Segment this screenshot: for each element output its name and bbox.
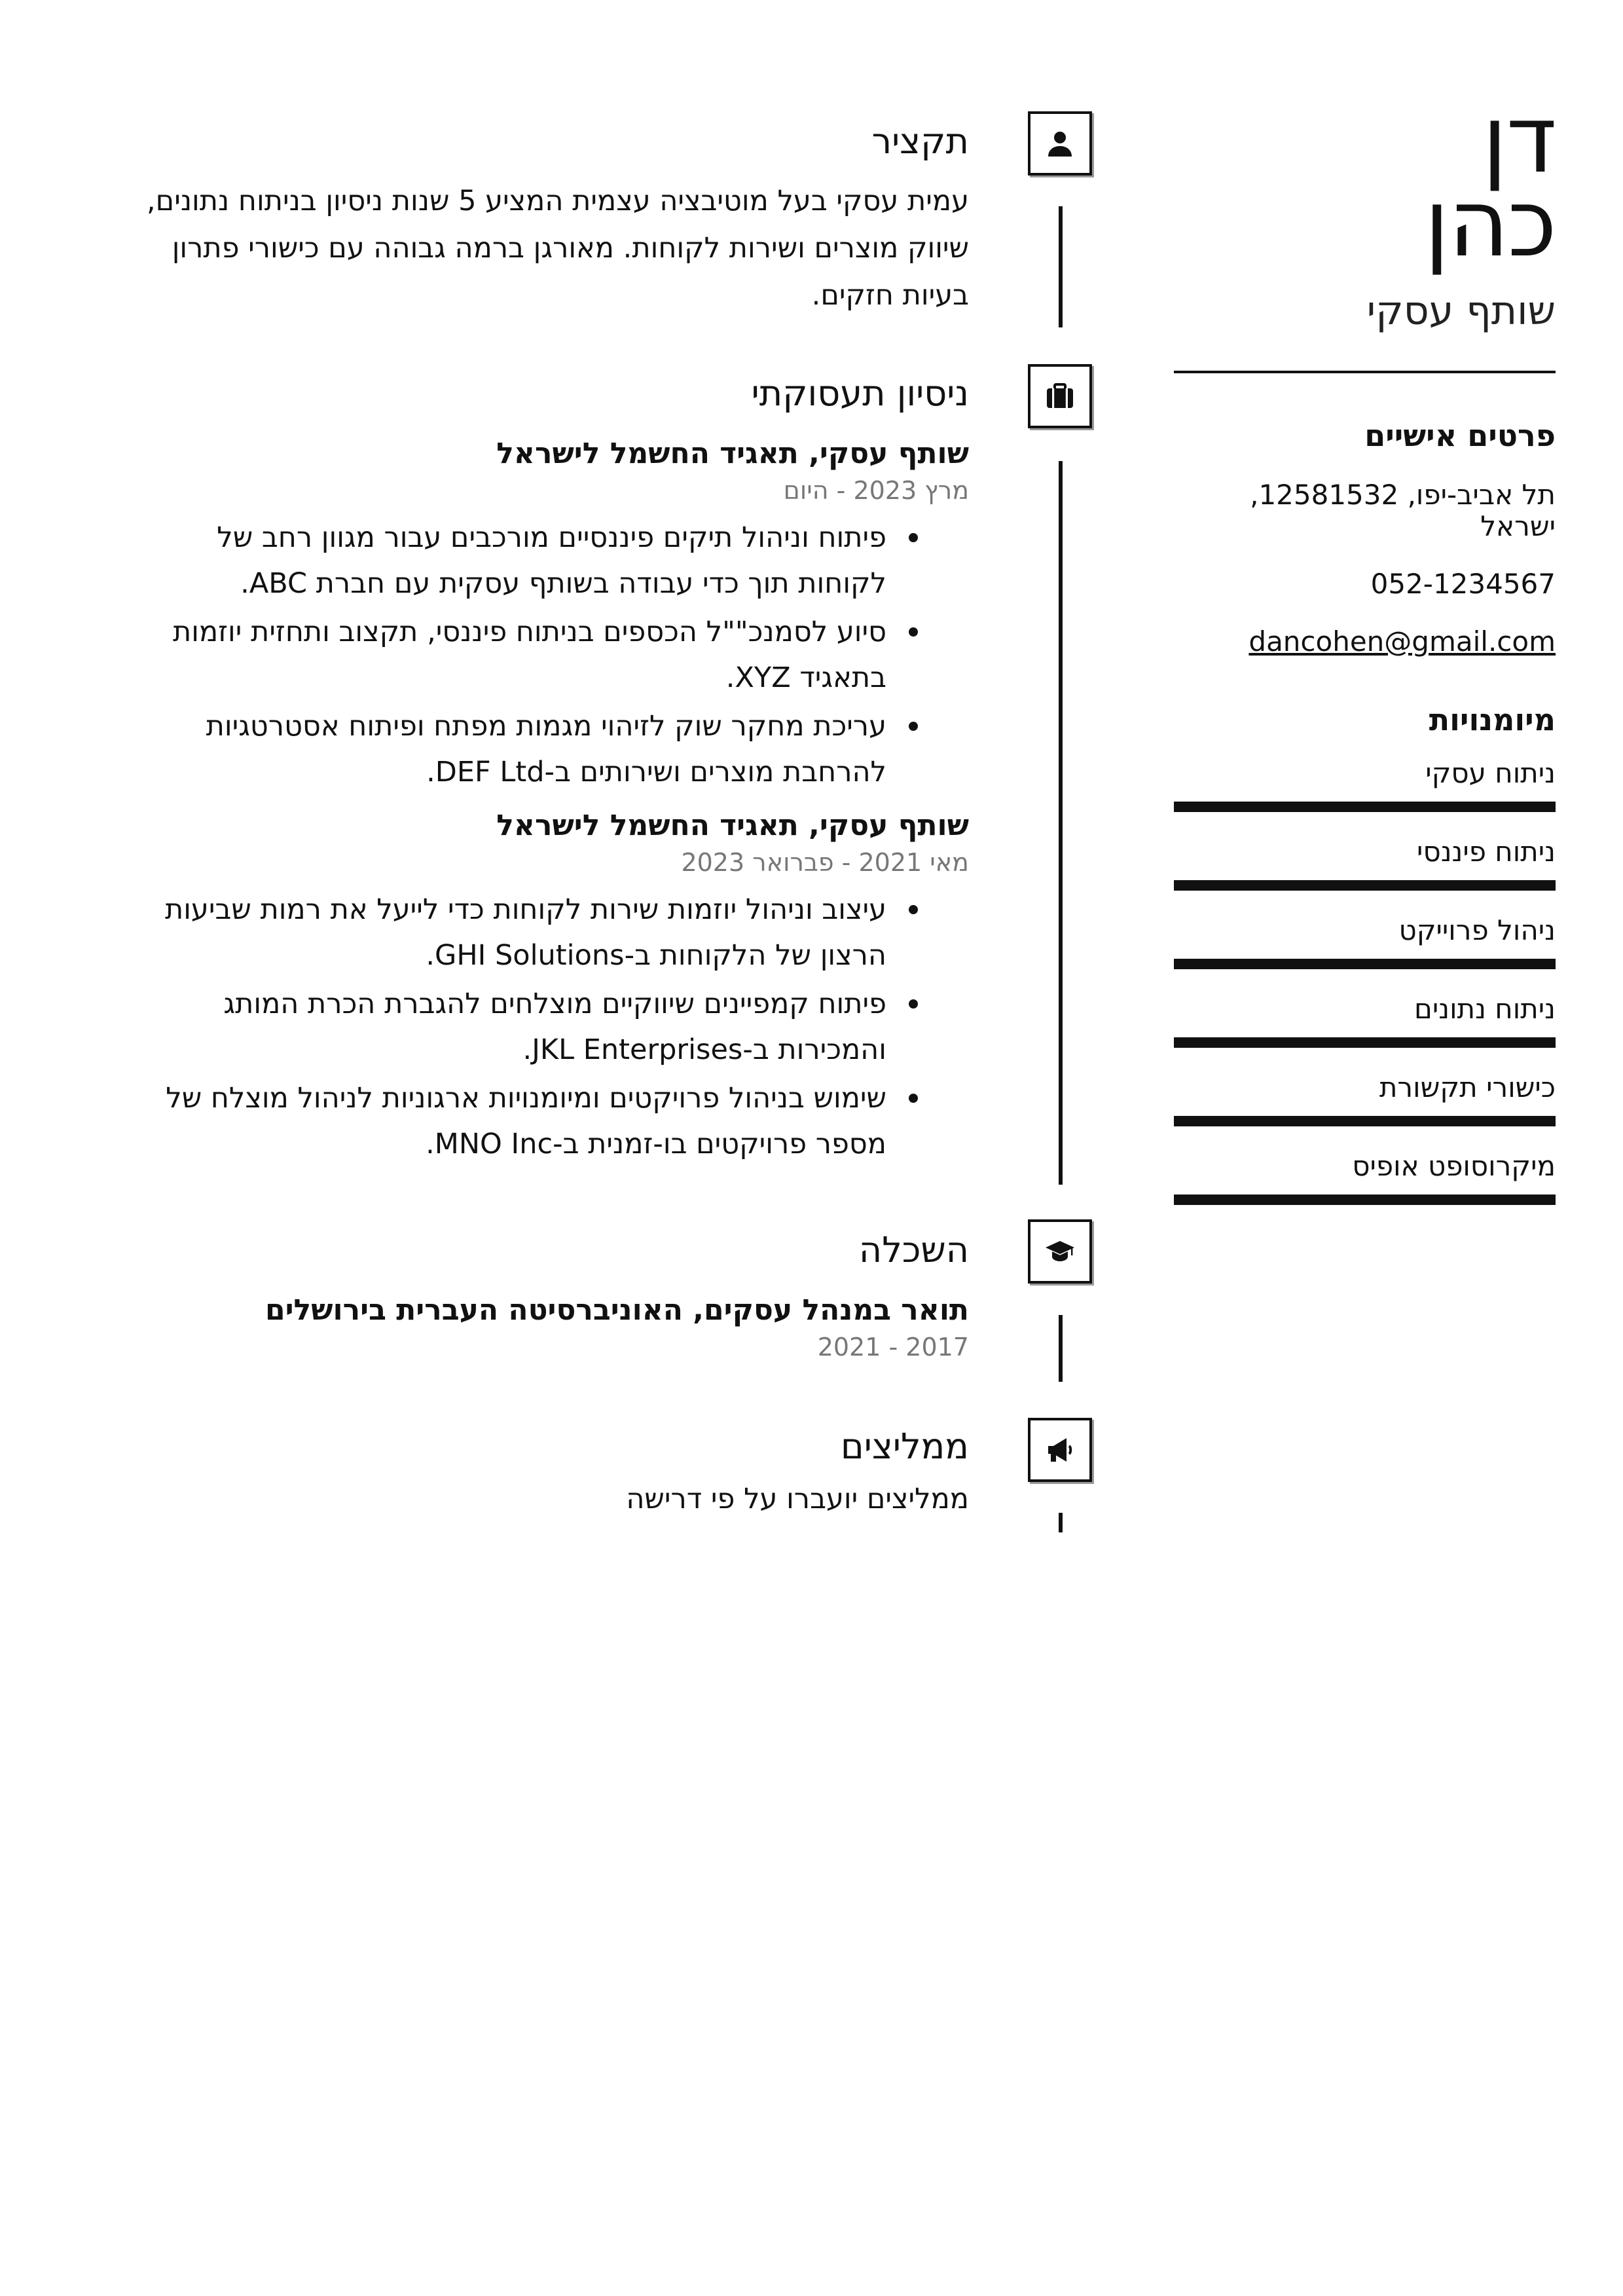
summary-title: תקציר bbox=[871, 120, 969, 162]
job-role: שותף עסקי bbox=[1366, 288, 1556, 334]
skill-item bbox=[1174, 1150, 1556, 1205]
job-entry bbox=[124, 808, 969, 1167]
job-title: שותף עסקי, תאגיד החשמל לישראל bbox=[496, 437, 969, 470]
job-bullet: פיתוח וניהול תיקים פיננסיים מורכבים עבור מגוון רחב של לקוחות תוך כדי עבודה בשותף עסקית עם חברת ABC. bbox=[124, 515, 969, 606]
job-bullet: שימוש בניהול פרויקטים ומיומנויות ארגוניות לניהול מוצלח של מספר פרויקטים בו-זמנית ב-MNO Inc. bbox=[124, 1075, 969, 1167]
references-title: ממליצים bbox=[840, 1426, 969, 1467]
skills-list bbox=[1174, 757, 1556, 1205]
skill-level-bar bbox=[1174, 802, 1556, 812]
skill-item bbox=[1174, 1071, 1556, 1126]
experience-section bbox=[124, 373, 969, 1170]
last-name: כהן bbox=[1424, 170, 1556, 278]
job-bullet: סיוע לסמנכ""ל הכספים בניתוח פיננסי, תקצוב ותחזית יוזמות בתאגיד XYZ. bbox=[124, 609, 969, 701]
skill-label: מיקרוסופט אופיס bbox=[1352, 1150, 1556, 1182]
timeline-line bbox=[1059, 1315, 1063, 1382]
job-bullet: פיתוח קמפיינים שיווקיים מוצלחים להגברת הכרת המותג והמכירות ב-JKL Enterprises. bbox=[124, 981, 969, 1073]
job-entry bbox=[124, 436, 969, 795]
skill-label: ניהול פרוייקט bbox=[1398, 914, 1556, 946]
first-name: דן bbox=[1482, 86, 1556, 194]
skill-item bbox=[1174, 914, 1556, 969]
sidebar bbox=[1174, 86, 1556, 1205]
job-bullet: עריכת מחקר שוק לזיהוי מגמות מפתח ופיתוח אסטרטגיות להרחבת מוצרים ושירותים ב-DEF Ltd. bbox=[124, 703, 969, 795]
skill-label: כישורי תקשורת bbox=[1379, 1071, 1556, 1103]
references-text: ממליצים יועברו על פי דרישה bbox=[626, 1483, 969, 1515]
summary-section bbox=[124, 121, 969, 319]
job-bullets bbox=[124, 515, 969, 795]
education-title: השכלה bbox=[858, 1229, 969, 1270]
skill-level-bar bbox=[1174, 959, 1556, 969]
education-section bbox=[124, 1230, 969, 1362]
summary-text: עמית עסקי בעל מוטיבציה עצמית המציע 5 שנות ניסיון בניתוח נתונים, שיווק מוצרים ושירות לקוחות. מאורגן ברמה גבוהה עם כישורי פתרון בעיות חזקים. bbox=[147, 185, 969, 312]
timeline-line bbox=[1059, 206, 1063, 327]
skill-label: ניתוח פיננסי bbox=[1417, 836, 1556, 868]
skill-item bbox=[1174, 757, 1556, 812]
personal-details-heading: פרטים אישיים bbox=[1364, 418, 1556, 453]
job-dates: מאי 2021 - פברואר 2023 bbox=[681, 848, 969, 877]
references-section bbox=[124, 1426, 969, 1517]
skill-level-bar bbox=[1174, 1037, 1556, 1048]
megaphone-icon bbox=[1028, 1418, 1092, 1482]
degree: תואר במנהל עסקים, האוניברסיטה העברית בירושלים bbox=[264, 1293, 969, 1327]
email-link[interactable]: dancohen@gmail.com bbox=[1249, 625, 1556, 657]
skill-item bbox=[1174, 836, 1556, 891]
briefcase-icon bbox=[1028, 364, 1092, 428]
skill-level-bar bbox=[1174, 1116, 1556, 1126]
skill-level-bar bbox=[1174, 1194, 1556, 1205]
graduation-cap-icon bbox=[1028, 1219, 1092, 1284]
header-divider bbox=[1174, 371, 1556, 373]
address: תל אביב-יפו, 12581532, ישראל bbox=[1250, 479, 1556, 542]
skill-item bbox=[1174, 993, 1556, 1048]
phone: 052-1234567 bbox=[1370, 568, 1556, 600]
job-bullets bbox=[124, 887, 969, 1167]
experience-title: ניסיון תעסוקתי bbox=[751, 373, 969, 414]
job-bullet: עיצוב וניהול יוזמות שירות לקוחות כדי לייעל את רמות שביעות הרצון של הלקוחות ב-GHI Solutions. bbox=[124, 887, 969, 978]
skill-label: ניתוח נתונים bbox=[1414, 993, 1556, 1025]
timeline-line bbox=[1059, 1513, 1063, 1532]
education-dates: 2017 - 2021 bbox=[817, 1333, 969, 1361]
skills-heading: מיומנויות bbox=[1429, 702, 1556, 737]
job-dates: מרץ 2023 - היום bbox=[783, 476, 969, 505]
skill-label: ניתוח עסקי bbox=[1425, 757, 1556, 789]
timeline-line bbox=[1059, 461, 1063, 1185]
skill-level-bar bbox=[1174, 880, 1556, 891]
job-title: שותף עסקי, תאגיד החשמל לישראל bbox=[496, 809, 969, 842]
person-icon bbox=[1028, 111, 1092, 176]
